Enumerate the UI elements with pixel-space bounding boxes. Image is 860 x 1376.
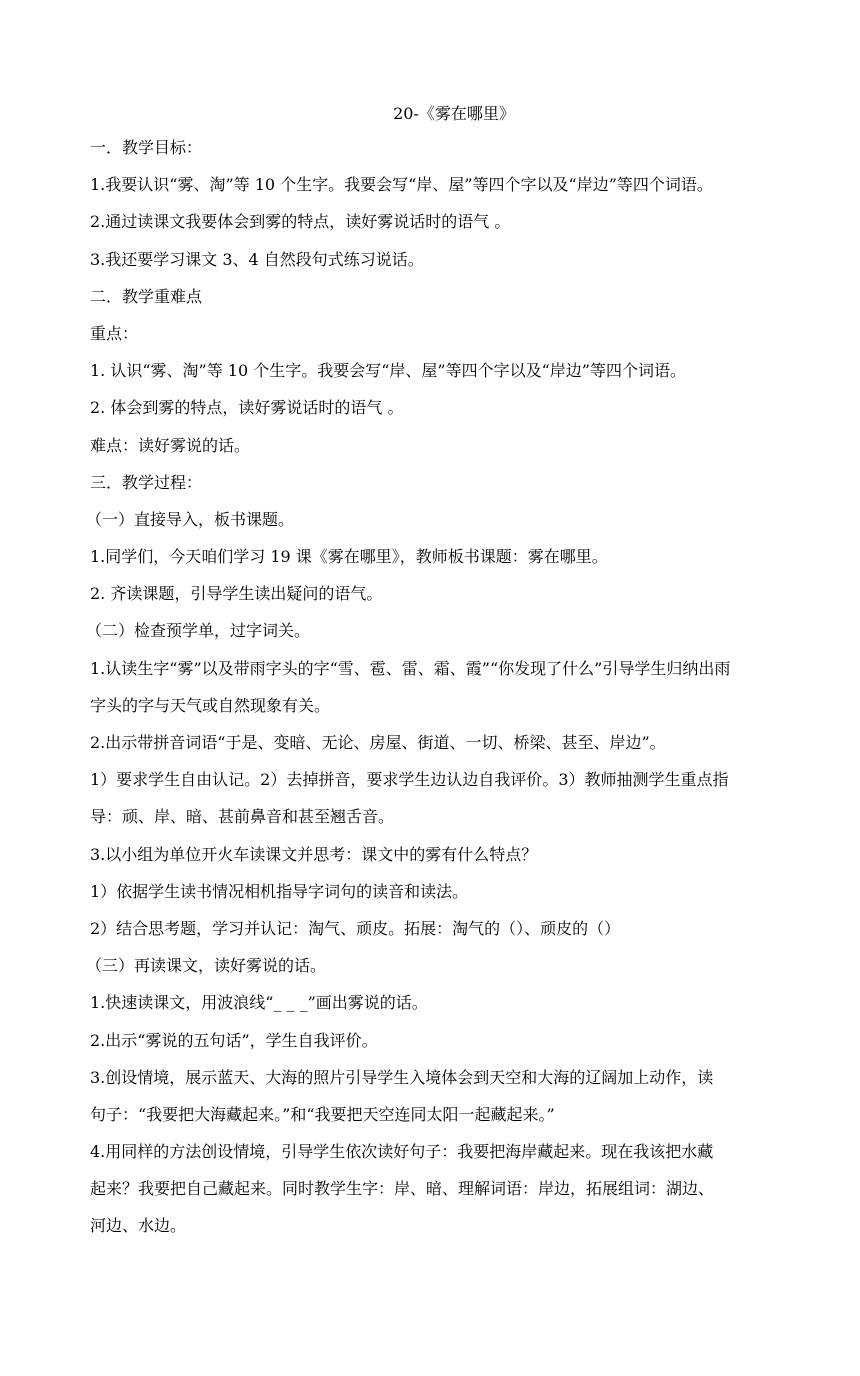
objective-1: 1.我要认识“雾、淘”等 10 个生字。我要会写“岸、屋”等四个字以及“岸边”等四个词语。 bbox=[90, 175, 713, 195]
process-step-2-item-3: 3.以小组为单位开火车读课文并思考：课文中的雾有什么特点？ bbox=[90, 844, 538, 864]
same-method-line-2: 起来？我要把自己藏起来。同时教学生字：岸、暗、理解词语：岸边，拓展组词：湖边、 bbox=[90, 1179, 715, 1199]
same-method-line-1: 4.用同样的方法创设情境，引导学生依次读好句子：我要把海岸藏起来。现在我该把水藏 bbox=[90, 1142, 714, 1162]
process-step-3-item-2: 2.出示“雾说的五句话”，学生自我评价。 bbox=[90, 1030, 378, 1050]
objective-2: 2.通过读课文我要体会到雾的特点，读好雾说话时的语气 。 bbox=[90, 212, 511, 232]
document-title: 20-《雾在哪里》 bbox=[393, 104, 515, 123]
process-step-2-heading: （二）检查预学单，过字词关。 bbox=[86, 621, 311, 641]
process-step-1-item-2: 2. 齐读课题，引导学生读出疑问的语气。 bbox=[90, 584, 383, 604]
key-points-label: 重点： bbox=[90, 323, 139, 343]
difficulty: 难点：读好雾说的话。 bbox=[90, 435, 251, 455]
process-step-1-item-1: 1.同学们，今天咱们学习 19 课《雾在哪里》，教师板书课题：雾在哪里。 bbox=[90, 547, 608, 567]
section-heading-key-points: 二．教学重难点 bbox=[90, 286, 203, 306]
key-point-1: 1. 认识“雾、淘”等 10 个生字。我要会写“岸、屋”等四个字以及“岸边”等四个词语。 bbox=[90, 361, 686, 381]
key-point-2: 2. 体会到雾的特点，读好雾说话时的语气 。 bbox=[90, 398, 404, 418]
process-step-2-sub-2: 2）结合思考题，学习并认记：淘气、顽皮。拓展：淘气的（）、顽皮的（） bbox=[90, 918, 621, 938]
recognition-steps-line-1: 1）要求学生自由认记。2）去掉拼音，要求学生边认边自我评价。3）教师抽测学生重点指 bbox=[90, 770, 729, 790]
radical-paragraph-line-2: 字头的字与天气或自然现象有关。 bbox=[90, 695, 331, 715]
same-method-line-3: 河边、水边。 bbox=[90, 1216, 187, 1236]
pinyin-words-paragraph: 2.出示带拼音词语“于是、变暗、无论、房屋、街道、一切、桥梁、甚至、岸边”。 bbox=[90, 733, 666, 752]
radical-paragraph-line-1: 1.认读生字“雾”以及带雨字头的字“雪、雹、雷、霜、霞”“你发现了什么”引导学生归纳出雨 bbox=[90, 658, 731, 678]
objective-3: 3.我还要学习课文 3、4 自然段句式练习说话。 bbox=[90, 249, 424, 269]
section-heading-objectives: 一．教学目标： bbox=[90, 138, 203, 157]
process-step-3-heading: （三）再读课文，读好雾说的话。 bbox=[86, 956, 327, 976]
scene-paragraph-line-2: 句子：“我要把大海藏起来。”和“我要把天空连同太阳一起藏起来。” bbox=[90, 1104, 555, 1124]
scene-paragraph-line-1: 3.创设情境，展示蓝天、大海的照片引导学生入境体会到天空和大海的辽阔加上动作，读 bbox=[90, 1067, 714, 1087]
process-step-3-item-1: 1.快速读课文，用波浪线“_ _ _”画出雾说的话。 bbox=[90, 993, 428, 1013]
recognition-steps-line-2: 导：顽、岸、暗、甚前鼻音和甚至翘舌音。 bbox=[90, 807, 395, 827]
process-step-1-heading: （一）直接导入，板书课题。 bbox=[86, 509, 295, 529]
section-heading-process: 三．教学过程： bbox=[90, 472, 203, 492]
process-step-2-sub-1: 1）依据学生读书情况相机指导字词句的读音和读法。 bbox=[90, 881, 469, 901]
